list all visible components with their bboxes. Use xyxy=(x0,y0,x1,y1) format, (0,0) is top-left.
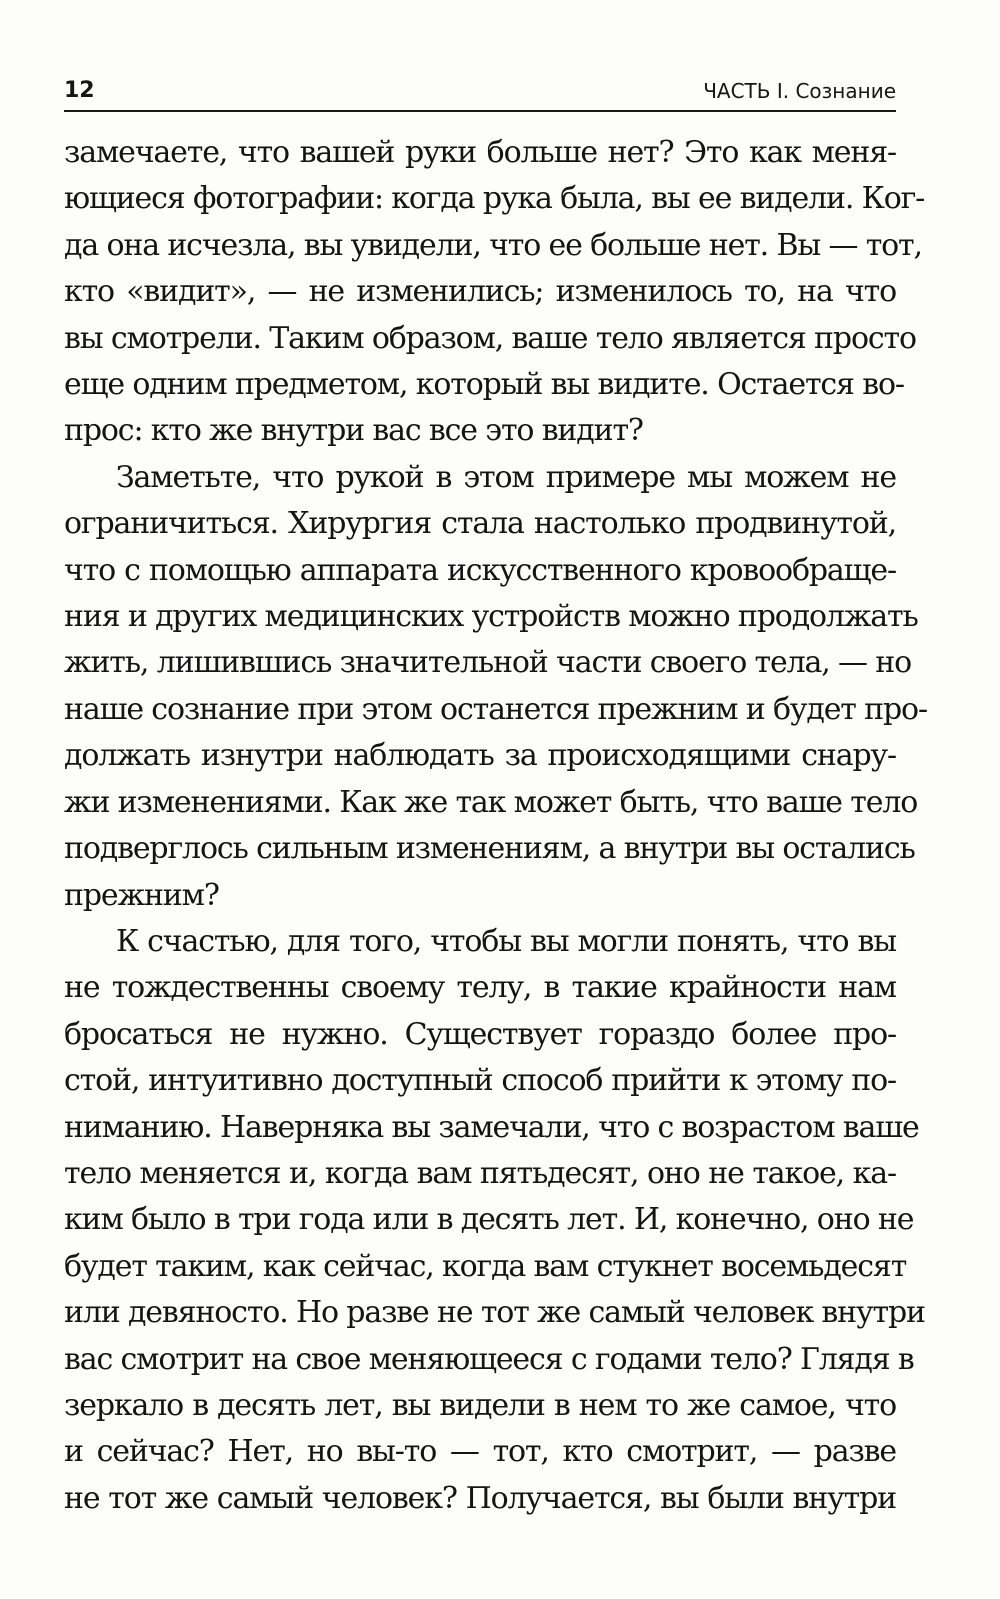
text-line: стой, интуитивно доступный способ прийти к этому по- xyxy=(64,1063,896,1099)
text-line: прос: кто же внутри вас все это видит? xyxy=(64,413,643,449)
running-head xyxy=(64,76,896,112)
section-title: ЧАСТЬ I. Сознание xyxy=(703,79,896,103)
paragraph xyxy=(64,455,927,919)
text-line: должать изнутри наблюдать за происходящими снару- xyxy=(64,738,896,774)
text-line: жить, лишившись значительной части своего тела, — но xyxy=(64,645,912,681)
text-line: ющиеся фотографии: когда рука была, вы ее видели. Ког- xyxy=(64,181,925,217)
paragraph xyxy=(64,130,925,455)
body-text xyxy=(64,130,927,1522)
text-line: прежним? xyxy=(64,877,219,913)
text-line: не тождественны своему телу, в такие крайности нам xyxy=(64,970,896,1006)
text-line: кто «видит», — не изменились; изменилось то, на что xyxy=(64,274,896,310)
text-line: подверглось сильным изменениям, а внутри вы остались xyxy=(64,831,915,867)
text-line: К счастью, для того, чтобы вы могли понять, что вы xyxy=(116,923,896,959)
text-line: зеркало в десять лет, вы видели в нем то же самое, что xyxy=(64,1387,896,1423)
text-line: вас смотрит на свое меняющееся с годами тело? Глядя в xyxy=(64,1341,914,1377)
text-line: да она исчезла, вы увидели, что ее больше нет. Вы — тот, xyxy=(64,227,922,263)
text-line: или девяносто. Но разве не тот же самый человек внутри xyxy=(64,1295,925,1331)
text-line: жи изменениями. Как же так может быть, что ваше тело xyxy=(64,784,918,820)
text-line: тело меняется и, когда вам пятьдесят, оно не такое, ка- xyxy=(64,1155,896,1191)
text-line: не тот же самый человек? Получается, вы были внутри xyxy=(64,1480,896,1516)
text-line: будет таким, как сейчас, когда вам стукнет восемьдесят xyxy=(64,1248,907,1284)
text-line: и сейчас? Нет, но вы-то — тот, кто смотрит, — разве xyxy=(64,1434,896,1470)
text-line: еще одним предметом, который вы видите. Остается во- xyxy=(64,367,904,403)
text-line: ким было в три года или в десять лет. И, конечно, оно не xyxy=(64,1202,914,1238)
text-line: ния и других медицинских устройств можно продолжать xyxy=(64,599,918,635)
text-line: наше сознание при этом останется прежним и будет про- xyxy=(64,691,927,727)
page-number: 12 xyxy=(64,78,95,103)
text-line: замечаете, что вашей руки больше нет? Это как меня- xyxy=(64,135,896,170)
paragraph xyxy=(64,919,925,1522)
text-line: что с помощью аппарата искусственного кровообраще- xyxy=(64,552,896,588)
text-line: ниманию. Наверняка вы замечали, что с возрастом ваше xyxy=(64,1109,919,1145)
text-line: Заметьте, что рукой в этом примере мы можем не xyxy=(116,459,896,495)
text-line: вы смотрели. Таким образом, ваше тело является просто xyxy=(64,320,916,356)
text-line: ограничиться. Хирургия стала настолько продвинутой, xyxy=(64,506,896,542)
text-line: бросаться не нужно. Существует гораздо более про- xyxy=(64,1016,896,1052)
